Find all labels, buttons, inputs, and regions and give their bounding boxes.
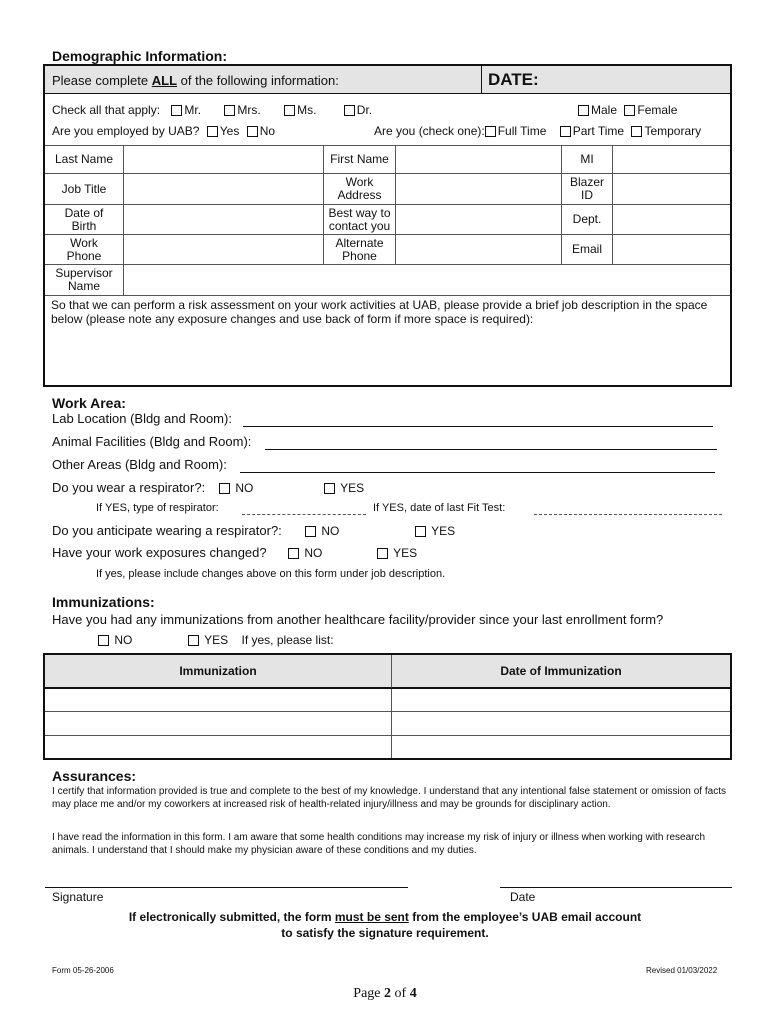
label-exposures-yes: YES xyxy=(393,546,418,560)
label-anticipate-yes: YES xyxy=(431,524,456,538)
animal-facilities-line[interactable] xyxy=(265,449,717,450)
immunization-cell-2[interactable] xyxy=(45,712,392,736)
date-label-signature: Date xyxy=(510,890,536,904)
job-title-input[interactable] xyxy=(124,174,324,205)
checkbox-immunizations-no[interactable] xyxy=(98,635,109,646)
signature-label: Signature xyxy=(52,890,104,904)
label-immunizations-no: NO xyxy=(114,633,133,647)
form-number: Form 05-26-2006 xyxy=(52,966,114,975)
respirator-no xyxy=(219,481,253,495)
instruction-text: Please complete ALL of the following information: xyxy=(52,73,339,88)
checkbox-full-time[interactable] xyxy=(485,126,496,137)
dob-input[interactable] xyxy=(124,205,324,235)
job-description-prompt: So that we can perform a risk assessment on your work activities at UAB, please provide a brief job description in the space below (please note any exposure changes and use back of form if more space is required): xyxy=(51,298,708,326)
signature-requirement-note: If electronically submitted, the form must be sent from the employee’s UAB email account to satisfy the signature requirement. xyxy=(128,910,642,940)
page-number: Page 2 of 4 xyxy=(353,986,417,1001)
label-employed-yes: Yes xyxy=(219,124,240,138)
fit-test-line[interactable] xyxy=(534,514,722,515)
other-areas-label: Other Areas (Bldg and Room): xyxy=(52,457,227,472)
date-cell-2[interactable] xyxy=(392,712,730,736)
demographic-box xyxy=(43,64,732,387)
fit-test-label: If YES, date of last Fit Test: xyxy=(373,502,506,514)
dept-input[interactable] xyxy=(613,205,730,235)
respirator-type-line[interactable] xyxy=(242,514,366,515)
mi-input[interactable] xyxy=(613,146,730,174)
employment-type-checks xyxy=(374,124,701,138)
checkbox-respirator-yes[interactable] xyxy=(324,483,335,494)
assurances-para-1: I certify that information provided is true and complete to the best of my knowledge. I understand that any intentional false statement or omission of facts may place me and/or my coworkers at increased risk of health-related injury/illness and may be grounds for disciplinary action. xyxy=(52,786,726,810)
employed-checks xyxy=(52,124,275,138)
checkbox-dr[interactable] xyxy=(344,105,355,116)
checkbox-temporary[interactable] xyxy=(631,126,642,137)
check-all-label: Check all that apply: xyxy=(52,103,161,117)
job-description-area[interactable] xyxy=(45,328,730,385)
changes-note: If yes, please include changes above on this form under job description. xyxy=(96,568,446,580)
employed-question: Are you employed by UAB? xyxy=(52,124,200,138)
label-mrs: Mrs. xyxy=(237,103,261,117)
animal-facilities-label: Animal Facilities (Bldg and Room): xyxy=(52,434,252,449)
label-respirator-no: NO xyxy=(235,481,254,495)
exposures-no xyxy=(288,546,322,560)
label-part-time: Part Time xyxy=(572,124,625,138)
col-date: Date of Immunization xyxy=(392,655,730,689)
checkbox-ms[interactable] xyxy=(284,105,295,116)
label-respirator-yes: YES xyxy=(340,481,365,495)
first-name-input[interactable] xyxy=(396,146,562,174)
checkbox-part-time[interactable] xyxy=(560,126,571,137)
respirator-yes xyxy=(324,481,364,495)
work-area-heading: Work Area: xyxy=(52,395,126,411)
checkbox-male[interactable] xyxy=(578,105,589,116)
other-areas-line[interactable] xyxy=(240,472,715,473)
label-dept: Dept. xyxy=(562,205,613,235)
label-temporary: Temporary xyxy=(644,124,702,138)
best-way-input[interactable] xyxy=(396,205,562,235)
checkbox-mr[interactable] xyxy=(171,105,182,116)
label-immunizations-yes: YES xyxy=(204,633,229,647)
date-cell-3[interactable] xyxy=(392,736,730,758)
label-dr: Dr. xyxy=(356,103,373,117)
checkbox-female[interactable] xyxy=(624,105,635,116)
label-best-way: Best way to contact you xyxy=(324,205,396,235)
checkbox-employed-no[interactable] xyxy=(247,126,258,137)
label-ms: Ms. xyxy=(297,103,317,117)
checkbox-exposures-yes[interactable] xyxy=(377,548,388,559)
anticipate-no xyxy=(305,524,339,538)
email-input[interactable] xyxy=(613,235,730,265)
signature-line[interactable] xyxy=(45,887,408,888)
assurances-para-2: I have read the information in this form. I am aware that some health conditions may increase my risk of injury or illness when working with research animals. I understand that I should make my physician aware of these conditions and my duties. xyxy=(52,832,706,856)
label-anticipate-no: NO xyxy=(321,524,340,538)
label-male: Male xyxy=(591,103,618,117)
gender-checks xyxy=(578,103,677,117)
label-alt-phone: Alternate Phone xyxy=(324,235,396,265)
label-job-title: Job Title xyxy=(45,174,124,205)
demographic-grid xyxy=(45,145,730,296)
label-dob: Date of Birth xyxy=(45,205,124,235)
list-label: If yes, please list: xyxy=(241,633,334,647)
immunization-cell-1[interactable] xyxy=(45,689,392,712)
check-one-label: Are you (check one): xyxy=(374,124,485,138)
checkbox-anticipate-no[interactable] xyxy=(305,526,316,537)
label-last-name: Last Name xyxy=(45,146,124,174)
respirator-question: Do you wear a respirator?: xyxy=(52,480,206,495)
assurances-heading: Assurances: xyxy=(52,768,137,784)
alt-phone-input[interactable] xyxy=(396,235,562,265)
exposures-yes xyxy=(377,546,417,560)
label-work-phone: Work Phone xyxy=(45,235,124,265)
anticipate-question: Do you anticipate wearing a respirator?: xyxy=(52,523,282,538)
date-label: DATE: xyxy=(488,70,539,89)
immunization-cell-3[interactable] xyxy=(45,736,392,758)
demographic-heading: Demographic Information: xyxy=(52,48,228,64)
immunizations-no xyxy=(98,633,132,647)
label-email: Email xyxy=(562,235,613,265)
lab-location-line[interactable] xyxy=(243,426,713,427)
checkbox-mrs[interactable] xyxy=(224,105,235,116)
checkbox-exposures-no[interactable] xyxy=(288,548,299,559)
anticipate-yes xyxy=(415,524,455,538)
supervisor-input[interactable] xyxy=(124,265,730,296)
date-line[interactable] xyxy=(500,887,732,888)
revised-date: Revised 01/03/2022 xyxy=(646,966,718,975)
lab-location-label: Lab Location (Bldg and Room): xyxy=(52,411,232,426)
instruction-row xyxy=(45,66,482,94)
label-supervisor: Supervisor Name xyxy=(45,265,124,296)
checkbox-immunizations-yes[interactable] xyxy=(188,635,199,646)
last-name-input[interactable] xyxy=(124,146,324,174)
work-phone-input[interactable] xyxy=(124,235,324,265)
date-cell-1[interactable] xyxy=(392,689,730,712)
label-blazer-id: Blazer ID xyxy=(562,174,613,205)
immunization-table xyxy=(43,653,732,760)
date-field[interactable] xyxy=(482,66,730,94)
label-work-address: Work Address xyxy=(324,174,396,205)
label-female: Female xyxy=(637,103,678,117)
work-address-input[interactable] xyxy=(396,174,562,205)
immunizations-yes xyxy=(188,633,334,647)
col-immunization: Immunization xyxy=(45,655,392,689)
immunizations-question: Have you had any immunizations from another healthcare facility/provider since your last enrollment form? xyxy=(52,612,664,627)
label-mr: Mr. xyxy=(184,103,202,117)
checkbox-respirator-no[interactable] xyxy=(219,483,230,494)
label-mi: MI xyxy=(562,146,613,174)
label-exposures-no: NO xyxy=(304,546,323,560)
checkbox-anticipate-yes[interactable] xyxy=(415,526,426,537)
checkbox-employed-yes[interactable] xyxy=(207,126,218,137)
label-full-time: Full Time xyxy=(497,124,547,138)
immunizations-heading: Immunizations: xyxy=(52,594,155,610)
blazer-id-input[interactable] xyxy=(613,174,730,205)
label-first-name: First Name xyxy=(324,146,396,174)
label-employed-no: No xyxy=(259,124,276,138)
respirator-type-label: If YES, type of respirator: xyxy=(96,502,219,514)
exposures-question: Have your work exposures changed? xyxy=(52,545,267,560)
title-checks xyxy=(52,103,372,117)
